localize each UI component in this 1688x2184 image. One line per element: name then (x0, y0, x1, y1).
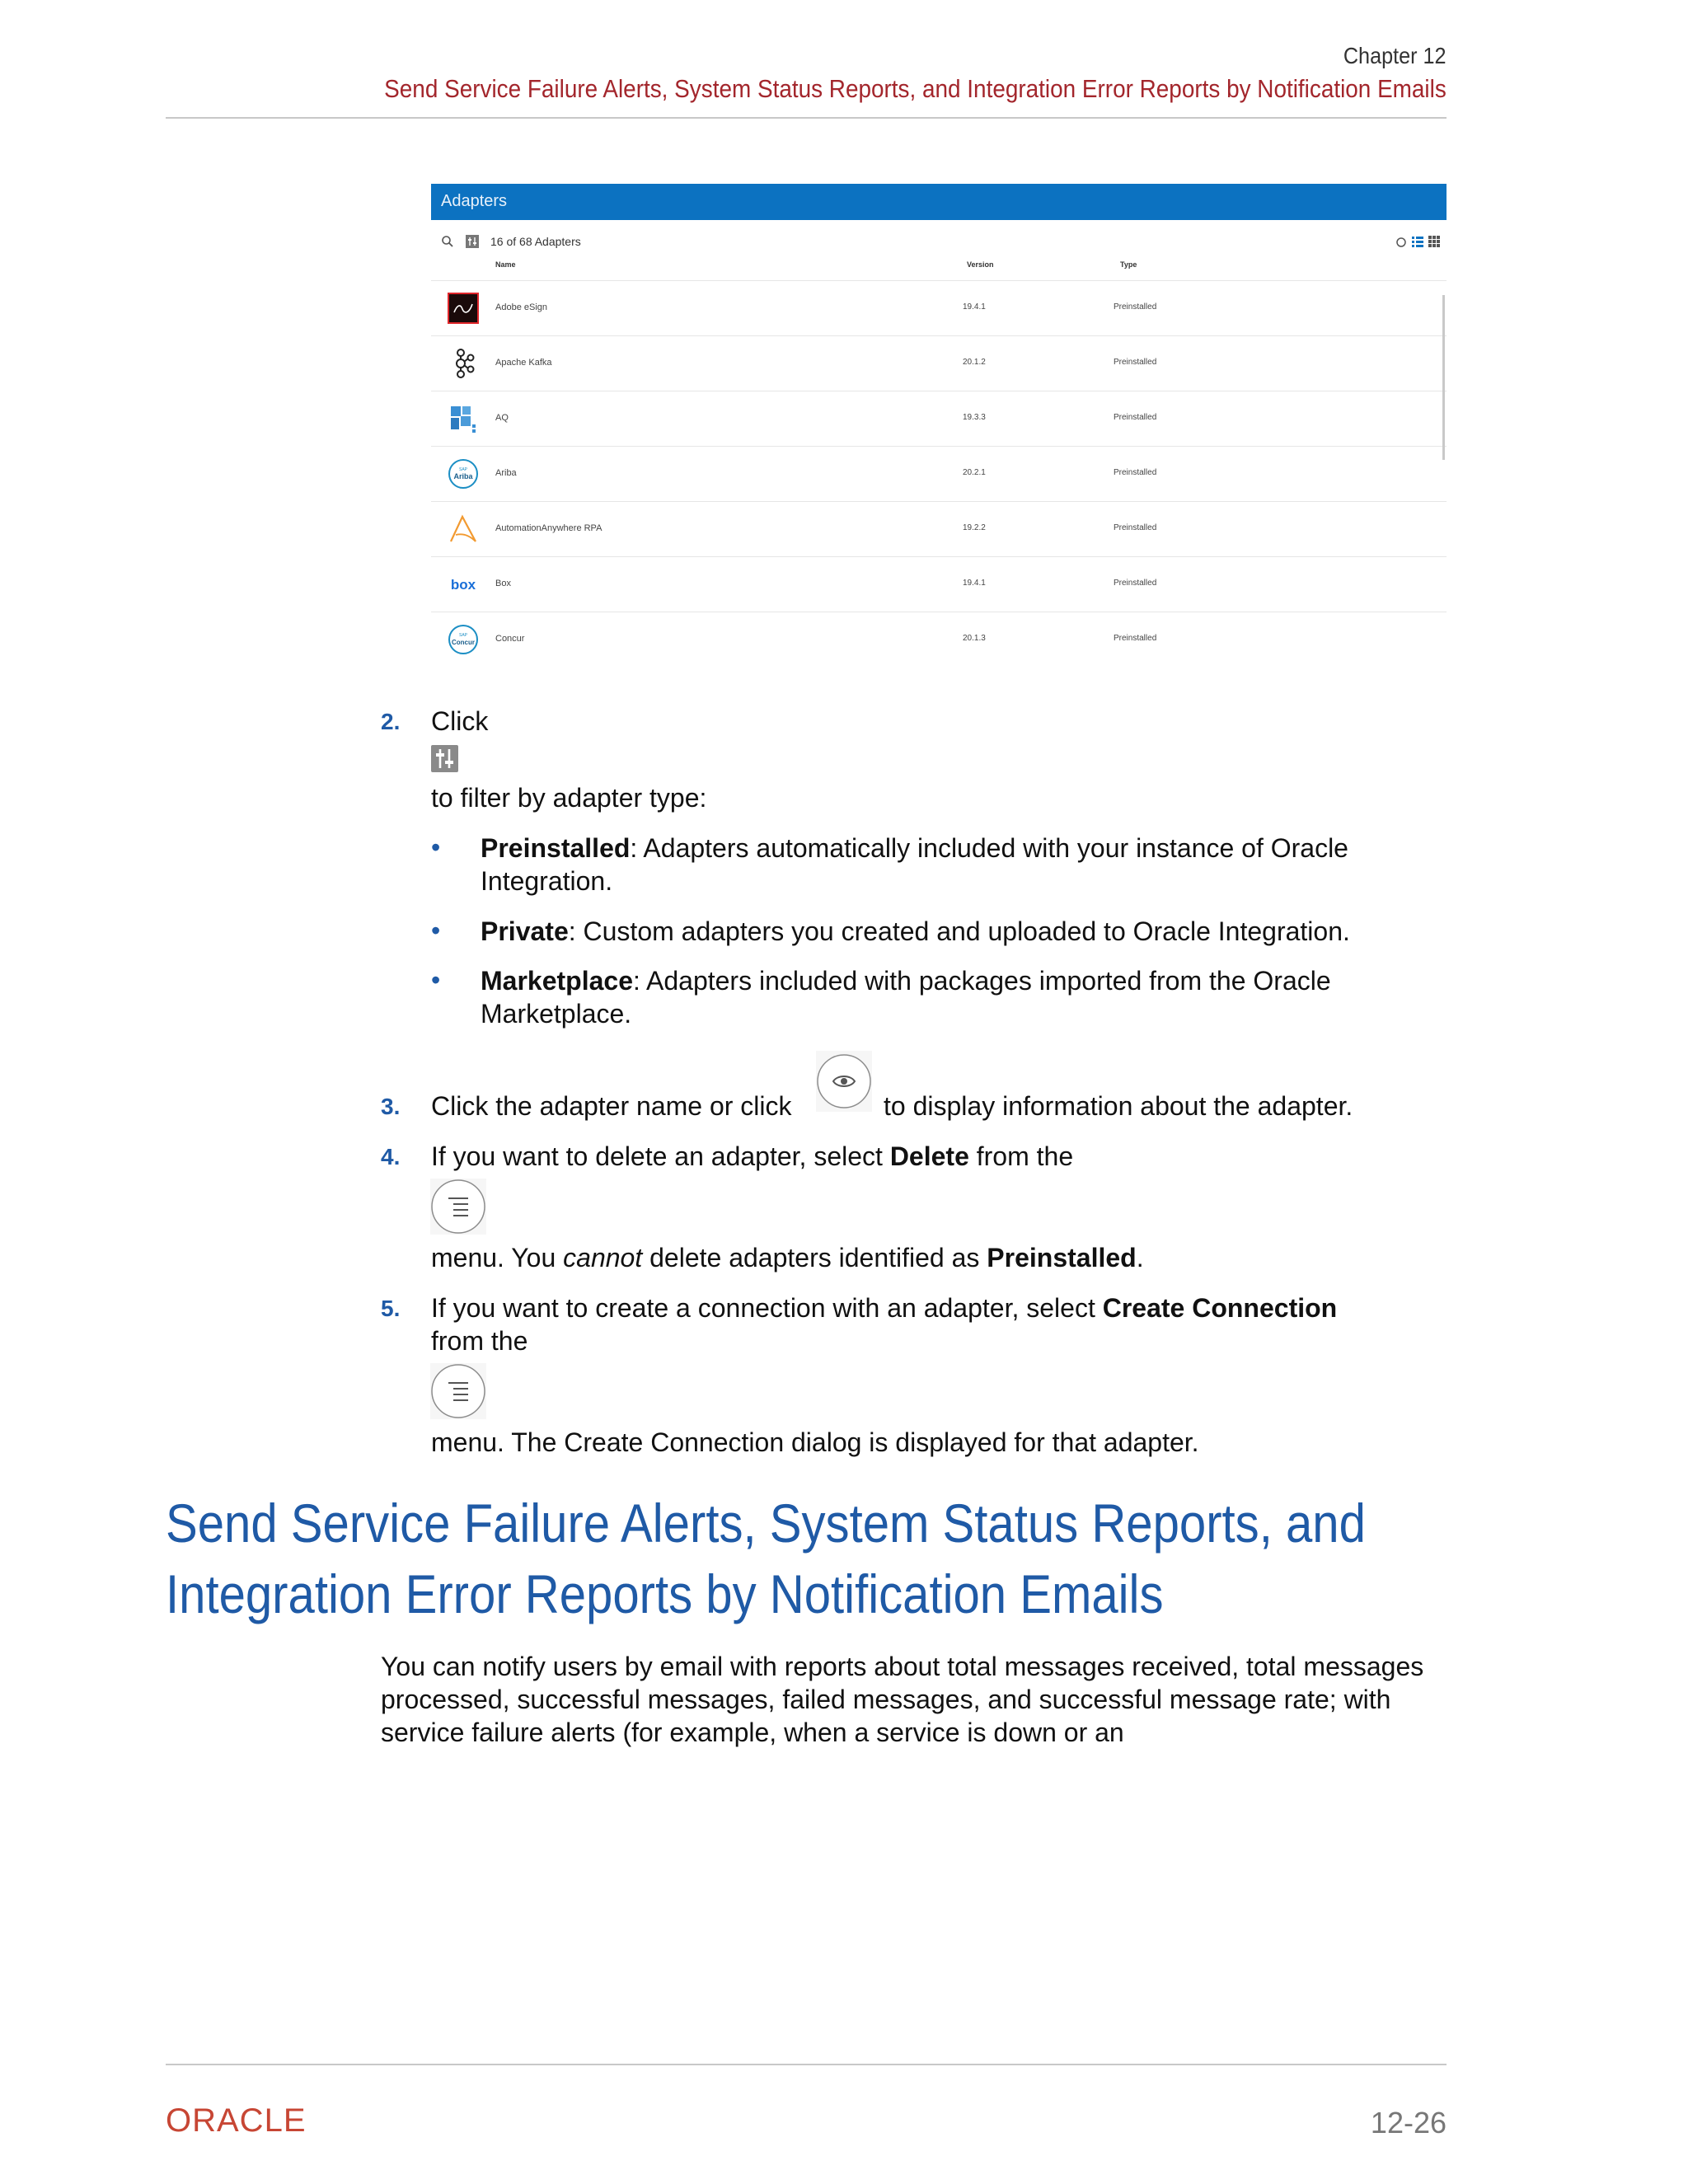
table-row[interactable] (431, 336, 1447, 391)
step-number: 4. (381, 1144, 401, 1169)
adapter-name[interactable]: AQ (495, 413, 509, 423)
adapters-table (431, 280, 1447, 667)
bullet-private (481, 915, 1350, 948)
concur-logo-icon (448, 624, 479, 655)
concur-sap-text: SAP (458, 633, 468, 638)
step-number: 3. (381, 1094, 401, 1119)
adapters-title: Adapters (441, 192, 508, 210)
adapter-name[interactable]: Apache Kafka (495, 358, 552, 368)
step-3-after-text: to display information about the adapter. (884, 1091, 1353, 1121)
adapter-version: 20.2.1 (963, 468, 986, 477)
adobe-esign-logo-icon (448, 293, 479, 324)
running-header-title: Send Service Failure Alerts, System Status Reports, and Integration Error Reports by Notification Emails (384, 74, 1447, 103)
step-5-line-2: from the (431, 1326, 528, 1356)
adapter-version: 19.3.3 (963, 413, 986, 422)
text-run: If you want to create a connection with an adapter, select (431, 1293, 1103, 1323)
table-row[interactable] (431, 280, 1447, 336)
adapter-version: 19.4.1 (963, 579, 986, 588)
automation-anywhere-logo-icon (448, 513, 479, 545)
step-number: 2. (381, 709, 401, 734)
table-row[interactable] (431, 502, 1447, 557)
bullet-text-cont: Integration. (481, 866, 613, 896)
box-logo-text: box (450, 577, 476, 593)
adapter-type: Preinstalled (1114, 413, 1157, 422)
section-heading-line-1: Send Service Failure Alerts, System Status Reports, and (166, 1493, 1366, 1554)
adapter-type: Preinstalled (1114, 468, 1157, 477)
bullet-term: Marketplace (481, 966, 633, 996)
adapters-screenshot (431, 184, 1447, 649)
section-paragraph: You can notify users by email with reports about total messages received, total messages processed, successful messages, failed messages, and successful message rate; with service failure alerts (for example, when a service is down or an (381, 1652, 1424, 1747)
adapter-name[interactable]: Concur (495, 634, 525, 644)
bullet-text: : Custom adapters you created and uploaded to Oracle Integration. (568, 916, 1350, 946)
preinstalled-term: Preinstalled (987, 1243, 1137, 1272)
step-4-line-1 (431, 1140, 1073, 1173)
bullet-marker: • (431, 965, 441, 995)
adapter-type: Preinstalled (1114, 358, 1157, 367)
adapter-version: 19.4.1 (963, 302, 986, 312)
adapter-name[interactable]: Box (495, 579, 511, 588)
adapter-name[interactable]: AutomationAnywhere RPA (495, 523, 603, 533)
step-2-click-text: Click (431, 706, 489, 736)
bullet-marker: • (431, 916, 441, 945)
adapter-type: Preinstalled (1114, 579, 1157, 588)
footer-divider (166, 2064, 1447, 2065)
filter-icon (431, 745, 458, 772)
step-4-line-2 (431, 1241, 1144, 1274)
adapter-count: 16 of 68 Adapters (490, 235, 581, 248)
ariba-badge-text: Ariba (453, 472, 473, 480)
column-header-name[interactable]: Name (495, 260, 516, 269)
search-icon[interactable] (441, 235, 454, 248)
actions-menu-icon (430, 1179, 486, 1235)
adapters-title-bar (431, 184, 1447, 220)
text-run: from the (968, 1141, 1074, 1171)
filter-icon[interactable] (466, 235, 479, 248)
step-5-line-3: menu. The Create Connection dialog is displayed for that adapter. (431, 1427, 1199, 1457)
chapter-label: Chapter 12 (1343, 43, 1447, 68)
column-header-version[interactable]: Version (967, 260, 994, 269)
adapter-name[interactable]: Adobe eSign (495, 302, 547, 312)
section-heading (166, 1488, 1442, 1629)
table-row[interactable] (431, 447, 1447, 502)
grid-view-icon[interactable] (1428, 236, 1440, 247)
list-view-icon[interactable] (1412, 236, 1423, 247)
concur-badge-text: Concur (452, 639, 475, 646)
header-divider (166, 117, 1447, 119)
refresh-icon[interactable] (1395, 237, 1407, 248)
text-run: . (1136, 1243, 1144, 1272)
adapter-version: 20.1.3 (963, 634, 986, 643)
adapter-type: Preinstalled (1114, 634, 1157, 643)
column-header-type[interactable]: Type (1120, 260, 1137, 269)
section-heading-line-2: Integration Error Reports by Notification Emails (166, 1563, 1164, 1624)
box-logo-icon (448, 569, 479, 600)
text-run: If you want to delete an adapter, select (431, 1141, 890, 1171)
step-number: 5. (381, 1296, 401, 1321)
adapter-type: Preinstalled (1114, 523, 1157, 532)
actions-menu-icon (430, 1363, 486, 1419)
bullet-term: Private (481, 916, 569, 946)
table-scrollbar[interactable] (1442, 295, 1445, 460)
bullet-term: Preinstalled (481, 833, 631, 863)
bullet-text: : Adapters included with packages imported from the Oracle (632, 966, 1331, 996)
ariba-logo-icon (448, 458, 479, 490)
adapter-version: 19.2.2 (963, 523, 986, 532)
text-run: delete adapters identified as (642, 1243, 987, 1272)
oracle-logo-text: ORACLE (166, 2103, 307, 2136)
create-connection-term: Create Connection (1102, 1293, 1338, 1323)
delete-term: Delete (889, 1141, 969, 1171)
step-3-before-text: Click the adapter name or click (431, 1091, 792, 1121)
bullet-marker: • (431, 832, 441, 862)
table-row[interactable] (431, 612, 1447, 667)
adapter-name[interactable]: Ariba (495, 468, 517, 478)
step-2-after-text: to filter by adapter type: (431, 783, 707, 813)
kafka-logo-icon (448, 348, 479, 379)
emphasis-cannot: cannot (563, 1243, 643, 1272)
page-number: 12-26 (1370, 2106, 1447, 2139)
adapter-type: Preinstalled (1114, 302, 1157, 312)
ariba-sap-text: SAP (458, 467, 468, 472)
bullet-marketplace (481, 964, 1331, 1030)
step-5-line-1 (431, 1291, 1337, 1324)
table-row[interactable] (431, 557, 1447, 612)
aq-logo-icon (448, 403, 479, 434)
bullet-text: : Adapters automatically included with your instance of Oracle (630, 833, 1348, 863)
view-details-eye-icon (816, 1051, 872, 1112)
bullet-text-cont: Marketplace. (481, 999, 632, 1029)
adapter-version: 20.1.2 (963, 358, 986, 367)
text-run: menu. You (431, 1243, 564, 1272)
bullet-preinstalled (481, 832, 1348, 898)
oracle-logo (166, 2103, 350, 2136)
table-row[interactable] (431, 391, 1447, 447)
